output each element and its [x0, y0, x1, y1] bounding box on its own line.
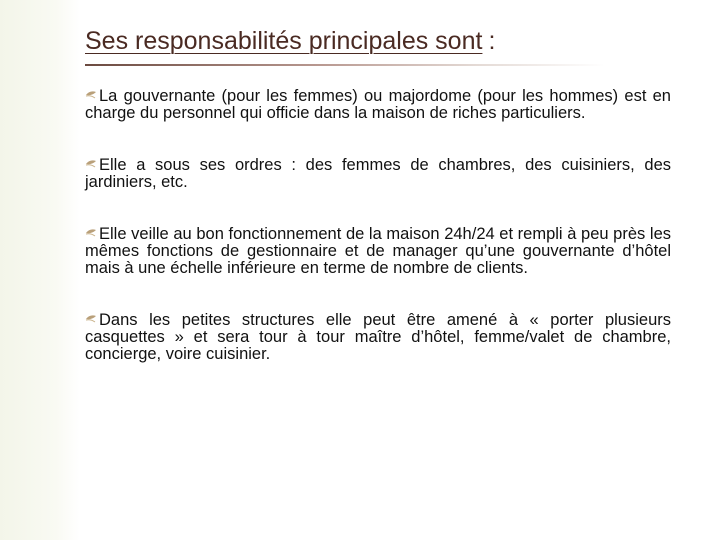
- bullet-list: [85, 88, 675, 363]
- slide-title: [85, 24, 495, 58]
- title-underline-rule: [85, 64, 605, 66]
- slide-title-colon: :: [488, 27, 496, 55]
- bullet-item: [85, 88, 671, 122]
- leaf-bullet-icon: [85, 314, 97, 324]
- leaf-bullet-icon: [85, 90, 97, 100]
- bullet-text: Elle a sous ses ordres : des femmes de chambres, des cuisiniers, des jardiniers, etc.: [85, 156, 671, 191]
- bullet-item: [85, 226, 671, 277]
- leaf-bullet-icon: [85, 228, 97, 238]
- leaf-bullet-icon: [85, 159, 97, 169]
- left-decorative-band: [0, 0, 80, 540]
- bullet-text: Elle veille au bon fonctionnement de la maison 24h/24 et rempli à peu près les mêmes fonctions de gestionnaire et de manager qu’une gouvernante d’hôtel mais à une échelle inférieure en terme de nombre de clients.: [85, 225, 671, 277]
- bullet-text: Dans les petites structures elle peut être amené à « porter plusieurs casquettes » et sera tour à tour maître d’hôtel, femme/valet de chambre, concierge, voire cuisinier.: [85, 311, 671, 363]
- slide-content: [85, 24, 675, 398]
- title-row: [85, 24, 675, 58]
- bullet-item: [85, 157, 671, 191]
- bullet-item: [85, 312, 671, 363]
- slide-title-text: Ses responsabilités principales sont: [85, 27, 483, 55]
- bullet-text: La gouvernante (pour les femmes) ou majordome (pour les hommes) est en charge du personnel qui officie dans la maison de riches particuliers.: [85, 87, 671, 122]
